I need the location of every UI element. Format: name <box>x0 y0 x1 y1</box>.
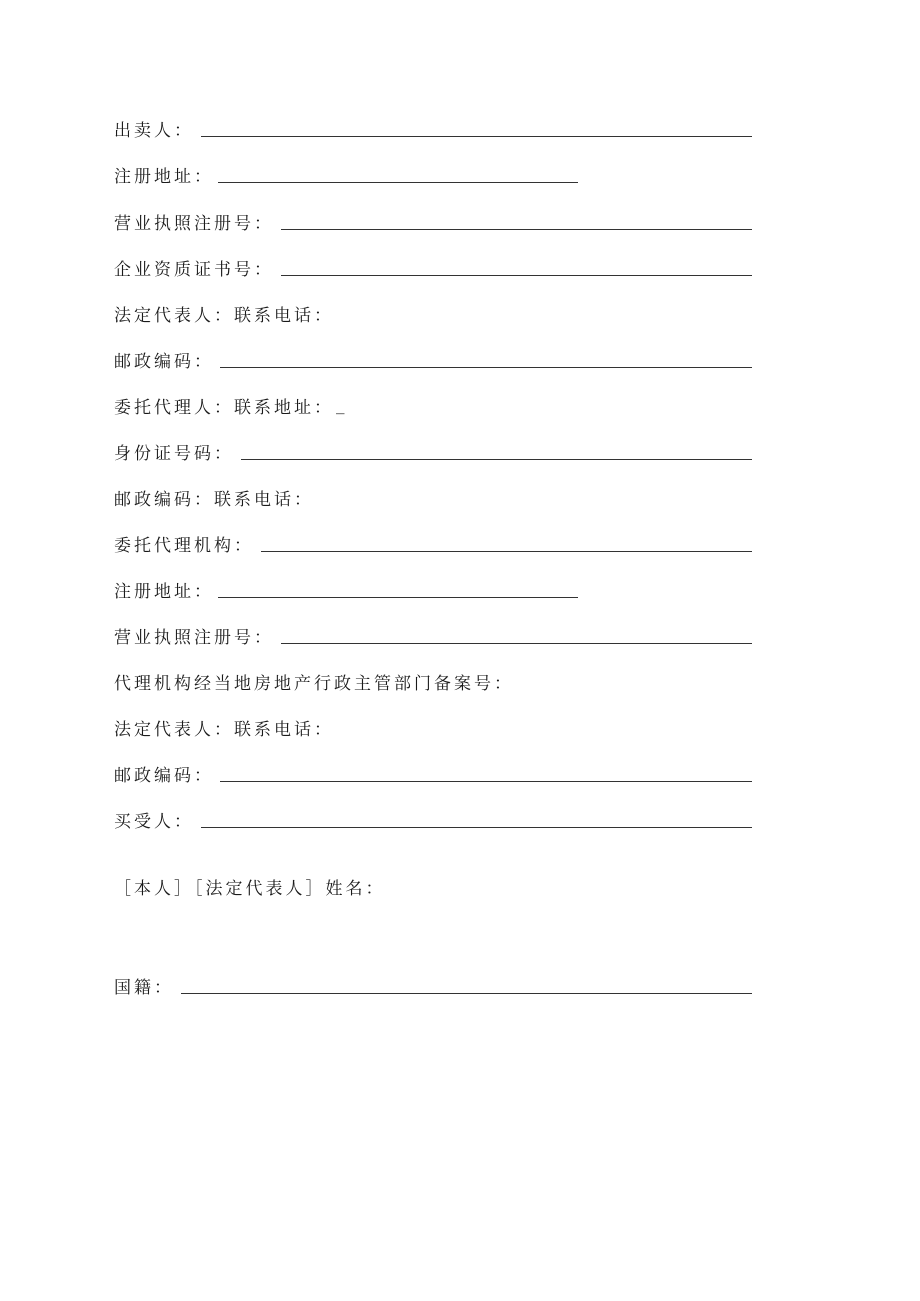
seller-label: 出卖人： <box>114 120 194 141</box>
agency-postcode-row <box>114 759 214 787</box>
seller-legal-rep-label: 法定代表人：联系电话： <box>114 305 334 326</box>
seller-agent-trail: _ <box>336 395 345 415</box>
agency-postcode-blank[interactable] <box>220 781 752 782</box>
seller-row <box>114 114 194 142</box>
seller-reg-address-row <box>114 160 214 188</box>
agency-filing-label: 代理机构经当地房地产行政主管部门备案号： <box>114 673 514 694</box>
buyer-label: 买受人： <box>114 811 194 832</box>
seller-agent-postcode-phone-row <box>114 483 314 511</box>
buyer-blank[interactable] <box>201 827 752 828</box>
agency-reg-address-label: 注册地址： <box>114 581 214 602</box>
agency-row <box>114 529 254 557</box>
buyer-nationality-row <box>114 971 174 999</box>
agency-filing-row <box>114 667 514 695</box>
agency-postcode-label: 邮政编码： <box>114 765 214 786</box>
buyer-nationality-blank[interactable] <box>181 993 752 994</box>
seller-qualification-label: 企业资质证书号： <box>114 259 274 280</box>
agency-legal-rep-label: 法定代表人：联系电话： <box>114 719 334 740</box>
seller-license-blank[interactable] <box>281 229 752 230</box>
agency-blank[interactable] <box>261 551 752 552</box>
seller-license-row <box>114 207 274 235</box>
agency-reg-address-row <box>114 575 214 603</box>
seller-blank[interactable] <box>201 136 752 137</box>
seller-agent-id-label: 身份证号码： <box>114 443 234 464</box>
seller-license-label: 营业执照注册号： <box>114 213 274 234</box>
seller-agent-id-blank[interactable] <box>241 459 752 460</box>
agency-reg-address-blank[interactable] <box>218 597 578 598</box>
buyer-row <box>114 805 194 833</box>
agency-label: 委托代理机构： <box>114 535 254 556</box>
seller-postcode-row <box>114 345 214 373</box>
seller-agent-id-row <box>114 437 234 465</box>
seller-qualification-blank[interactable] <box>281 275 752 276</box>
seller-legal-rep-row <box>114 299 334 327</box>
agency-license-row <box>114 621 274 649</box>
agency-license-blank[interactable] <box>281 643 752 644</box>
agency-license-label: 营业执照注册号： <box>114 627 274 648</box>
buyer-name-row <box>114 872 386 900</box>
seller-qualification-row <box>114 253 274 281</box>
agency-legal-rep-row <box>114 713 334 741</box>
seller-postcode-blank[interactable] <box>220 367 752 368</box>
seller-reg-address-label: 注册地址： <box>114 166 214 187</box>
seller-postcode-label: 邮政编码： <box>114 351 214 372</box>
seller-reg-address-blank[interactable] <box>218 182 578 183</box>
seller-agent-postcode-phone-label: 邮政编码：联系电话： <box>114 489 314 510</box>
buyer-name-label: ［本人］［法定代表人］姓名： <box>114 878 386 899</box>
buyer-nationality-label: 国籍： <box>114 977 174 998</box>
seller-agent-row <box>114 391 345 419</box>
seller-agent-label: 委托代理人：联系地址： <box>114 397 334 418</box>
